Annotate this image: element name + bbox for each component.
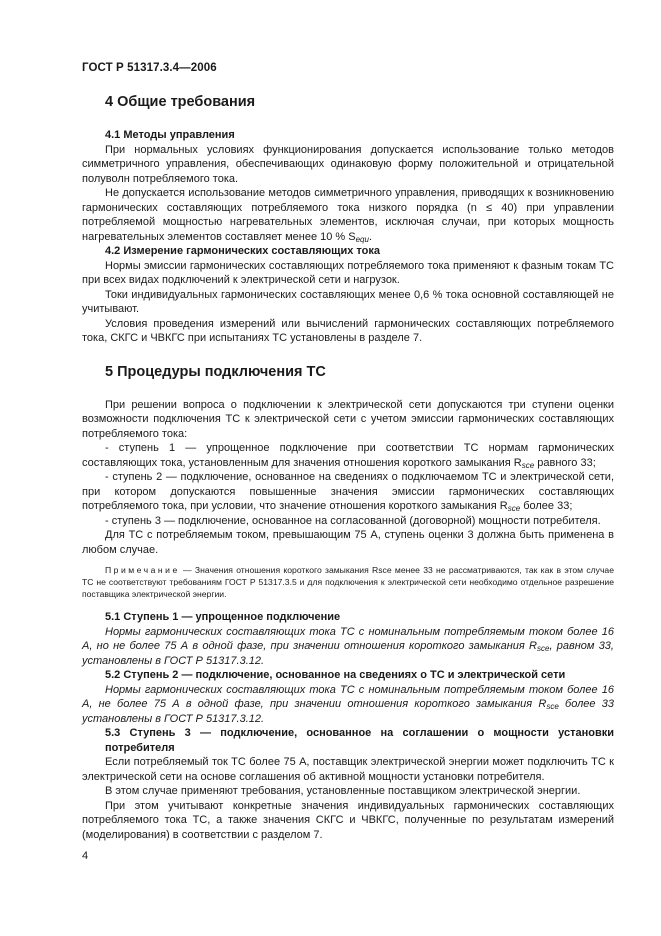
paragraph: Если потребляемый ток ТС более 75 А, поставщик электрической энергии может подключить ТС к электрической сети на основе соглашения об активной мощности установки потребителя. <box>82 756 614 783</box>
paragraph: В этом случае применяют требования, установленные поставщиком электрической энергии. <box>105 785 581 798</box>
list-item: - ступень 3 — подключение, основанное на согласованной (договорной) мощности потребителя. <box>105 514 601 527</box>
paragraph: Для ТС с потребляемым током, превышающим 75 А, ступень оценки 3 должна быть применена в любом случае. <box>82 529 614 556</box>
note-label: Примечание <box>105 565 180 575</box>
paragraph: При решении вопроса о подключении к электрической сети допускаются три ступени оценки возможности подключения ТС к электрической сети с учетом эмиссии гармонических составляющих потребляемого тока: <box>82 398 614 440</box>
section-4-title: 4 Общие требования <box>105 94 256 110</box>
section-5-2-title: 5.2 Ступень 2 — подключение, основанное на сведениях о ТС и электрической сети <box>105 669 566 682</box>
section-5-title: 5 Процедуры подключения ТС <box>105 363 326 380</box>
section-4-2-title: 4.2 Измерение гармонических составляющих тока <box>105 245 380 257</box>
paragraph: Не допускается использование методов симметричного управления, приводящих к возникновению гармонических составляющих потребляемого тока низкого порядка (n ≤ 40) при управлении потребляемой мощностью нагревательных элементов, исключая случаи, при которых мощность нагревательных элементов составляет менее 10 % $S_{equ}$. <box>82 187 614 244</box>
section-5-3-title: 5.3 Ступень 3 — подключение, основанное на соглашении о мощности установки потребителя <box>105 727 614 754</box>
paragraph: Нормы эмиссии гармонических составляющих потребляемого тока применяют к фазным токам ТС при всех видах подключений к электрической сети и нагрузок. <box>82 259 614 286</box>
paragraph: Нормы гармонических составляющих тока ТС с номинальным потребляемым током более 16 А, не более 75 А в одной фазе, при значении отношения короткого замыкания $R_{sce}$ более 33 установлены в ГОСТ Р 51317.3.12. <box>82 683 614 725</box>
document-header: ГОСТ Р 51317.3.4—2006 <box>82 62 217 74</box>
section-5-1-title: 5.1 Ступень 1 — упрощенное подключение <box>105 611 341 624</box>
page-body <box>82 92 614 842</box>
page-number: 4 <box>82 850 89 862</box>
section-4-1-title: 4.1 Методы управления <box>105 129 235 141</box>
list-item: - ступень 2 — подключение, основанное на сведениях о подключаемом ТС и электрической сети, при котором допускаются повышенные значения эмиссии гармонических составляющих потребляемого тока, при условии, что значение отношения короткого замыкания $R_{sce}$ более 33; <box>82 471 614 513</box>
paragraph: Нормы гармонических составляющих тока ТС с номинальным потребляемым током более 16 А, но не более 75 А в одной фазе, при значении отношения короткого замыкания $R_{sce}$, равном 33, установлены в ГОСТ Р 51317.3.12. <box>82 625 614 667</box>
paragraph: Токи индивидуальных гармонических составляющих менее 0,6 % тока основной составляющей не учитывают. <box>82 288 614 315</box>
paragraph: При нормальных условиях функционирования допускается использование только методов симметричного управления, обеспечивающих одинаковую форму положительной и отрицательной полуволн потребляемого тока. <box>82 143 614 185</box>
list-item: - ступень 1 — упрощенное подключение при соответствии ТС нормам гармонических составляющих тока, установленным для значения отношения короткого замыкания $R_{sce}$ равного 33; <box>82 442 614 470</box>
paragraph: Условия проведения измерений или вычислений гармонических составляющих потребляемого тока, СКГС и ЧВКГС при испытаниях ТС установлены в разделе 7. <box>82 317 614 344</box>
paragraph: При этом учитывают конкретные значения индивидуальных гармонических составляющих потребляемого тока ТС, а также значения СКГС и ЧВКГС, полученные по результатам измерений (моделирования) в соответствии с разделом 7. <box>82 799 614 841</box>
note: Примечание — Значения отношения короткого замыкания Rsce менее 33 не рассматриваются, так как в этом случае ТС не соответствуют требованиям ГОСТ Р 51317.3.5 и для подключения к электрической сети необходимо отдельное разрешение поставщика электрической энергии. <box>82 565 614 599</box>
